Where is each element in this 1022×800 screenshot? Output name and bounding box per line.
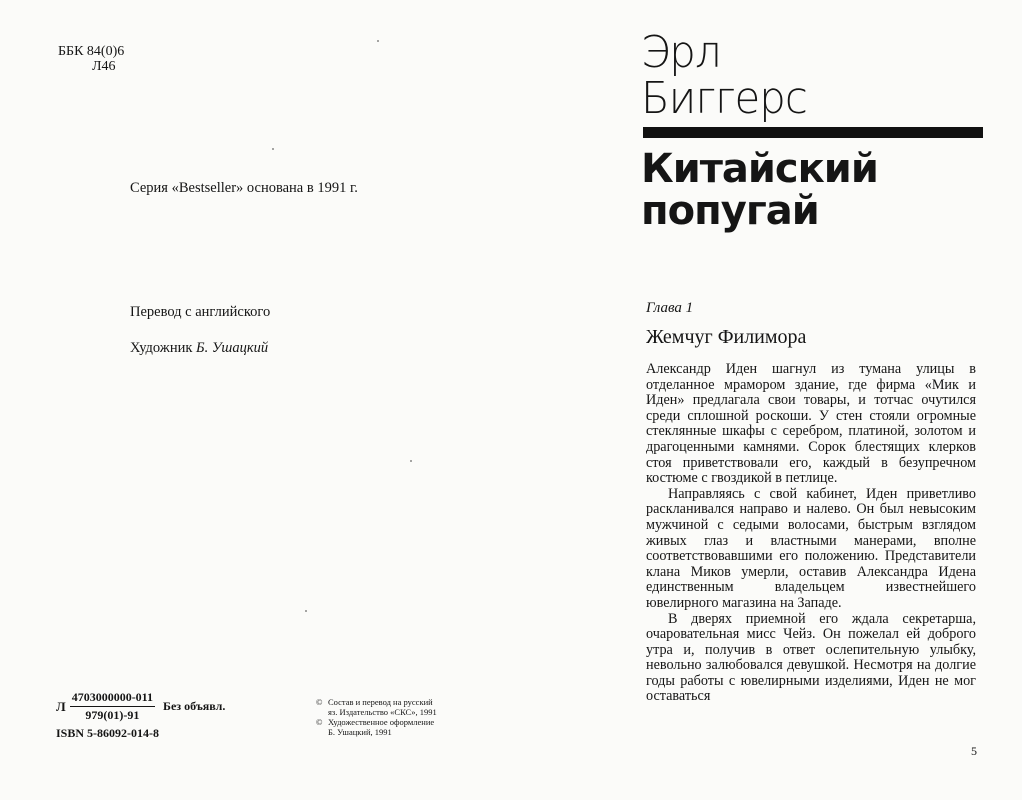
paragraph: Александр Иден шагнул из тумана улицы в отделанное мрамором здание, где фирма «Мик и Иден» предлагала свои товары, и тотчас очутился среди сплошной роскоши. У стен стояли огромные стеклянные шкафы с серебром, платиной, золотом и драгоценными камнями. Сорок блестящих клерков стоя приветствовали его, каждый в безупречном костюме с гвоздикой в петлице. (646, 361, 976, 487)
title-rule (643, 127, 983, 138)
scan-speck (410, 460, 412, 462)
copyright-row-1 (316, 697, 437, 707)
chapter-label: Глава 1 (646, 300, 694, 316)
chapter-body (646, 362, 976, 705)
bbk-line-1: ББК 84(0)6 (58, 44, 125, 59)
pub-denominator: 979(01)-91 (85, 708, 140, 722)
translation-text: Перевод с английского (130, 304, 271, 320)
artist-label: Художник (130, 340, 193, 356)
copyright-line-4: Б. Ушацкий, 1991 (328, 727, 392, 737)
copyright-icon: © (316, 697, 323, 707)
book-title (641, 148, 878, 232)
scan-speck (305, 610, 307, 612)
author-name (641, 27, 816, 124)
pub-numerator: 4703000000-011 (70, 690, 155, 707)
author-first-name: Эрл (641, 27, 721, 78)
author-last-name: Биггерс (641, 73, 807, 124)
copyright-line-1: Состав и перевод на русский (328, 697, 433, 707)
paragraph: Направляясь с свой кабинет, Иден приветливо раскланивался направо и налево. Он был невысоким мужчиной с седыми волосами, быстрым взглядом живых глаз и властными манерами, вполне соответствовавшими его положению. Представители клана Миков умерли, оставив Александра Идена единственным владельцем известнейшего ювелирного магазина на Западе. (646, 485, 976, 611)
pub-fraction (70, 690, 155, 723)
publication-code (56, 690, 225, 723)
scan-speck (272, 148, 274, 150)
paragraph: В дверях приемной его ждала секретарша, очаровательная мисс Чейз. Он пожелал ей доброго утра и, получив в ответ ослепительную улыбку, невольно залюбовался девушкой. Несмотря на долгие годы работы с ювелирными изделиями, Иден не мог оставаться (646, 610, 976, 705)
copyright-line-3: Художественное оформление (328, 717, 435, 727)
book-title-line-2: попугай (641, 188, 819, 234)
bbk-line-2: Л46 (92, 59, 116, 74)
copyright-icon: © (316, 717, 323, 727)
right-page (511, 0, 1022, 800)
scan-speck (377, 40, 379, 42)
series-text: Серия «Bestseller» основана в 1991 г. (130, 180, 358, 196)
artist-credit (130, 340, 268, 357)
pub-prefix: Л (56, 698, 66, 714)
pub-note: Без объявл. (163, 699, 226, 713)
chapter-title: Жемчуг Филимора (646, 326, 807, 348)
copyright-row-2 (316, 717, 437, 727)
isbn: ISBN 5-86092-014-8 (56, 726, 160, 740)
page-number: 5 (971, 744, 977, 758)
copyright-line-2: яз. Издательство «СКС», 1991 (328, 707, 437, 717)
artist-name: Б. Ушацкий (196, 340, 269, 356)
copyright-block (316, 697, 437, 737)
bbk-code (58, 44, 124, 74)
book-title-line-1: Китайский (641, 146, 878, 192)
